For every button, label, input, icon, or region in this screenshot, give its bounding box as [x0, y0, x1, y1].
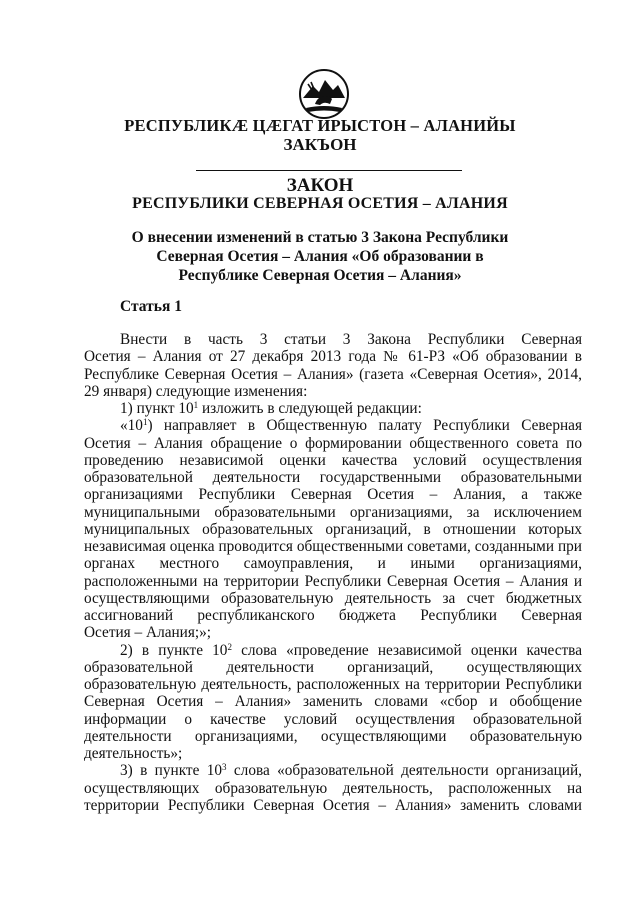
body-line: образовательной деятельности государственными образовательными	[84, 469, 582, 486]
body-line: образовательную деятельность, расположенных на территории Республики	[84, 676, 582, 693]
body-line: осуществляющих образовательную деятельность, расположенных на	[84, 779, 582, 797]
header-divider	[196, 170, 462, 171]
republic-name-ossetian: РЕСПУБЛИКӔ ЦӔГАТ ИРЫСТОН – АЛАНИЙЫ	[124, 116, 516, 135]
body-line: деятельность»;	[84, 745, 183, 762]
subject-line: Республике Северная Осетия – Алания»	[178, 267, 462, 284]
body-line: информации о качестве условий осуществления образовательной	[84, 710, 582, 728]
body-line: образовательной деятельности организаций, осуществляющих	[84, 658, 582, 676]
body-line: организациями Республики Северная Осетия – Алания, а также	[84, 486, 582, 504]
law-title-russian: ЗАКОН	[286, 175, 354, 196]
body-line: Республике Северная Осетия – Алания» (газета «Северная Осетия», 2014,	[84, 365, 582, 383]
body-line: Внести в часть 3 статьи 3 Закона Республики Северная	[120, 331, 582, 348]
body-line: «$10^1$) направляет в Общественную палату Республики Северная	[120, 417, 582, 435]
body-line: деятельности организациями, осуществляющими образовательную	[84, 727, 582, 745]
body-line: муниципальных образовательных организаций, в отношении которых	[84, 520, 582, 538]
body-line: 3) в пункте $10^3$ слова «образовательной деятельности организаций,	[120, 762, 582, 780]
body-line: проведению независимой оценки качества условий осуществления	[84, 451, 582, 469]
body-line: расположенными на территории Республики Северная Осетия – Алания и	[84, 572, 582, 590]
body-line: Осетия – Алания от 27 декабря 2013 года № 61-РЗ «Об образовании в	[84, 348, 582, 366]
body-line: независимая оценка проводится общественными советами, созданными при	[84, 538, 582, 555]
body-line: 2) в пункте $10^2$ слова «проведение независимой оценки качества	[120, 641, 582, 659]
body-line: Осетия – Алания;»;	[84, 624, 212, 642]
law-subject	[100, 228, 540, 285]
body-line: муниципальными образовательными организациями, за исключением	[84, 503, 582, 521]
body-line: территории Республики Северная Осетия – Алания» заменить словами	[84, 796, 582, 814]
article-title: Статья 1	[120, 298, 182, 315]
coat-of-arms-emblem-icon	[298, 68, 350, 120]
body-line: Северная Осетия – Алания» заменить словами «сбор и обобщение	[84, 693, 582, 711]
article-body	[84, 331, 582, 814]
body-line: ассигнований республиканского бюджета Республики Северная	[84, 607, 582, 624]
subject-line: Северная Осетия – Алания «Об образовании в	[156, 248, 484, 265]
body-line: 29 января) следующие изменения:	[84, 382, 308, 400]
body-line: 1) пункт $10^1$ изложить в следующей редакции:	[120, 400, 422, 417]
republic-name-russian: РЕСПУБЛИКИ СЕВЕРНАЯ ОСЕТИЯ – АЛАНИЯ	[132, 195, 508, 212]
subject-line: О внесении изменений в статью 3 Закона Республики	[131, 229, 509, 246]
body-line: осуществляющими образовательную деятельность за счет бюджетных	[84, 589, 582, 607]
body-line: Осетия – Алания обращение о формировании общественного совета по	[84, 434, 582, 452]
law-title-ossetian: ЗАКЪОН	[283, 135, 357, 154]
body-line: органах местного самоуправления, и иными организациями,	[84, 555, 582, 573]
